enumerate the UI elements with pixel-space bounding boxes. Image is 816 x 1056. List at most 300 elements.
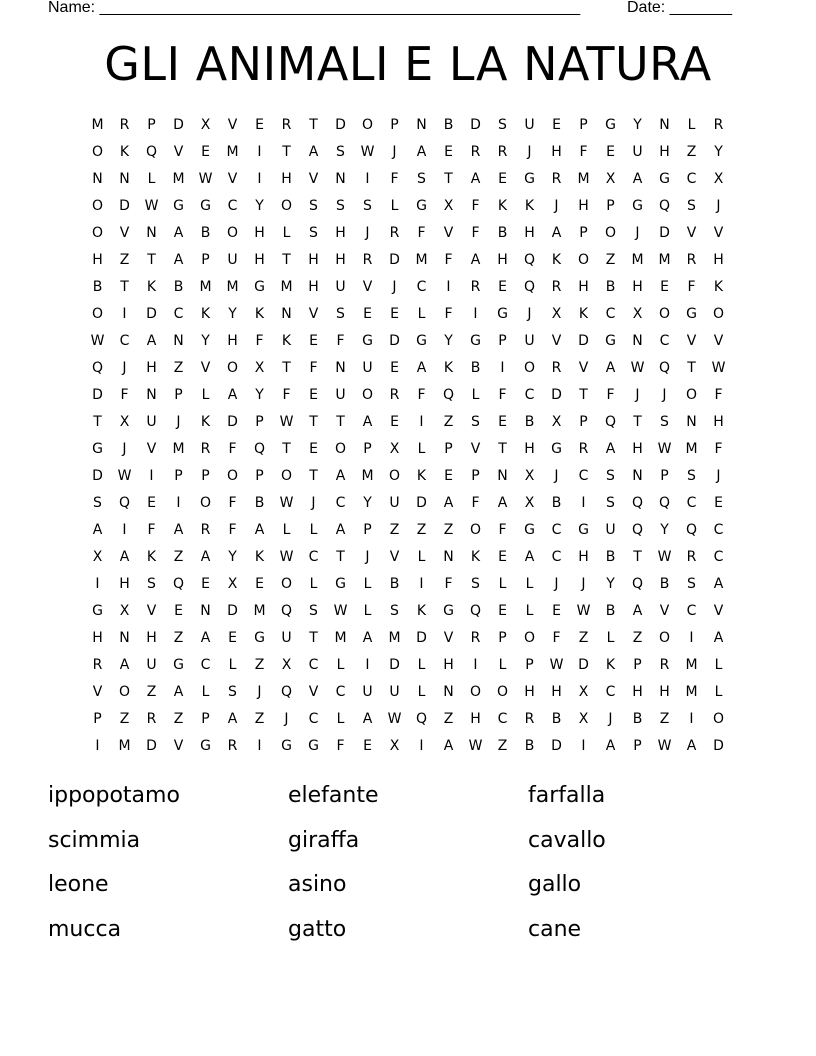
grid-letter: H bbox=[470, 711, 481, 727]
grid-letter: U bbox=[281, 630, 292, 646]
grid-letter: Q bbox=[604, 414, 617, 430]
grid-letter: L bbox=[336, 711, 345, 727]
grid-letter: C bbox=[551, 522, 562, 538]
grid-letter: O bbox=[523, 630, 536, 646]
grid-letter: I bbox=[122, 522, 127, 538]
grid-letter: F bbox=[687, 279, 696, 295]
grid-letter: L bbox=[714, 684, 723, 700]
grid-letter: A bbox=[686, 738, 697, 754]
grid-letter: E bbox=[552, 603, 561, 619]
grid-letter: F bbox=[444, 252, 453, 268]
grid-row bbox=[84, 139, 732, 166]
grid-letter: Y bbox=[714, 144, 723, 160]
grid-letter: L bbox=[417, 684, 426, 700]
grid-letter: J bbox=[527, 144, 532, 160]
grid-letter: V bbox=[308, 306, 319, 322]
grid-letter: Y bbox=[606, 576, 615, 592]
grid-letter: W bbox=[333, 603, 348, 619]
grid-letter: T bbox=[687, 360, 696, 376]
grid-letter: O bbox=[685, 387, 698, 403]
grid-letter: D bbox=[389, 657, 400, 673]
grid-letter: H bbox=[227, 333, 238, 349]
grid-letter: V bbox=[362, 279, 373, 295]
grid-letter: A bbox=[119, 657, 130, 673]
grid-letter: C bbox=[686, 171, 697, 187]
grid-letter: O bbox=[118, 684, 131, 700]
grid-letter: T bbox=[633, 549, 642, 565]
grid-letter: G bbox=[92, 603, 103, 619]
grid-letter: H bbox=[146, 360, 157, 376]
grid-letter: B bbox=[605, 603, 616, 619]
grid-letter: H bbox=[92, 252, 103, 268]
grid-letter: O bbox=[91, 225, 104, 241]
grid-letter: V bbox=[470, 441, 481, 457]
letter-grid bbox=[84, 112, 732, 760]
grid-letter: V bbox=[173, 144, 184, 160]
grid-letter: F bbox=[390, 171, 399, 187]
grid-letter: L bbox=[363, 603, 372, 619]
grid-letter: O bbox=[280, 198, 293, 214]
grid-letter: F bbox=[255, 333, 264, 349]
grid-letter: K bbox=[443, 360, 454, 376]
grid-letter: G bbox=[173, 198, 184, 214]
grid-letter: I bbox=[95, 738, 100, 754]
grid-letter: F bbox=[309, 360, 318, 376]
grid-letter: O bbox=[577, 252, 590, 268]
grid-row bbox=[84, 544, 732, 571]
grid-letter: R bbox=[470, 630, 481, 646]
grid-letter: S bbox=[309, 225, 318, 241]
grid-letter: B bbox=[659, 576, 670, 592]
grid-letter: X bbox=[578, 711, 589, 727]
grid-letter: P bbox=[201, 252, 210, 268]
grid-letter: I bbox=[257, 171, 262, 187]
grid-letter: J bbox=[581, 576, 586, 592]
grid-letter: Q bbox=[253, 441, 266, 457]
grid-letter: Q bbox=[145, 144, 158, 160]
grid-letter: T bbox=[93, 414, 102, 430]
grid-letter: G bbox=[497, 306, 508, 322]
grid-letter: A bbox=[119, 549, 130, 565]
grid-row bbox=[84, 166, 732, 193]
grid-letter: X bbox=[578, 684, 589, 700]
grid-letter: T bbox=[309, 630, 318, 646]
grid-letter: B bbox=[470, 360, 481, 376]
grid-letter: F bbox=[282, 387, 291, 403]
grid-letter: E bbox=[309, 441, 318, 457]
grid-letter: R bbox=[551, 171, 562, 187]
grid-letter: X bbox=[524, 468, 535, 484]
grid-letter: H bbox=[578, 279, 589, 295]
grid-letter: K bbox=[254, 549, 265, 565]
grid-letter: V bbox=[713, 225, 724, 241]
grid-letter: C bbox=[308, 711, 319, 727]
grid-letter: L bbox=[417, 657, 426, 673]
grid-letter: D bbox=[146, 738, 157, 754]
grid-letter: R bbox=[524, 711, 535, 727]
grid-row bbox=[84, 679, 732, 706]
grid-letter: T bbox=[336, 549, 345, 565]
word-list-item: gallo bbox=[528, 872, 582, 897]
grid-letter: S bbox=[660, 414, 669, 430]
grid-letter: F bbox=[606, 387, 615, 403]
grid-letter: F bbox=[498, 387, 507, 403]
word-list-item: ippopotamo bbox=[48, 783, 180, 808]
grid-letter: C bbox=[686, 495, 697, 511]
grid-row bbox=[84, 463, 732, 490]
word-list-item: scimmia bbox=[48, 827, 141, 853]
grid-letter: X bbox=[443, 198, 454, 214]
grid-letter: F bbox=[228, 441, 237, 457]
grid-letter: Z bbox=[389, 522, 400, 538]
grid-letter: W bbox=[198, 171, 213, 187]
grid-letter: N bbox=[335, 360, 346, 376]
grid-letter: M bbox=[577, 171, 590, 187]
grid-letter: F bbox=[498, 522, 507, 538]
grid-letter: Y bbox=[228, 549, 237, 565]
grid-letter: F bbox=[120, 387, 129, 403]
grid-letter: Q bbox=[631, 576, 644, 592]
grid-letter: R bbox=[389, 225, 400, 241]
grid-letter: G bbox=[659, 171, 670, 187]
grid-letter: I bbox=[500, 360, 505, 376]
grid-letter: G bbox=[308, 738, 319, 754]
grid-letter: P bbox=[174, 387, 183, 403]
grid-letter: U bbox=[524, 333, 535, 349]
grid-letter: B bbox=[389, 576, 400, 592]
grid-letter: Y bbox=[363, 495, 372, 511]
grid-row bbox=[84, 274, 732, 301]
grid-letter: X bbox=[389, 441, 400, 457]
word-list bbox=[48, 774, 768, 952]
grid-letter: Z bbox=[686, 144, 697, 160]
grid-letter: N bbox=[335, 171, 346, 187]
grid-letter: B bbox=[551, 495, 562, 511]
grid-row bbox=[84, 355, 732, 382]
grid-letter: P bbox=[633, 738, 642, 754]
word-list-item: gatto bbox=[288, 916, 347, 942]
word-list-item: cane bbox=[528, 916, 582, 942]
grid-letter: K bbox=[551, 252, 562, 268]
grid-letter: M bbox=[199, 279, 212, 295]
grid-letter: Z bbox=[173, 630, 184, 646]
grid-letter: Y bbox=[633, 117, 642, 133]
grid-row bbox=[84, 301, 732, 328]
grid-letter: A bbox=[470, 171, 481, 187]
grid-letter: A bbox=[200, 549, 211, 565]
grid-letter: G bbox=[200, 198, 211, 214]
grid-letter: L bbox=[282, 522, 291, 538]
grid-letter: S bbox=[417, 171, 426, 187]
grid-letter: D bbox=[551, 738, 562, 754]
grid-letter: G bbox=[362, 333, 373, 349]
grid-letter: E bbox=[444, 468, 453, 484]
grid-letter: Q bbox=[118, 495, 131, 511]
grid-letter: M bbox=[361, 468, 374, 484]
grid-letter: E bbox=[255, 576, 264, 592]
grid-letter: P bbox=[498, 630, 507, 646]
grid-letter: A bbox=[335, 522, 346, 538]
grid-letter: L bbox=[336, 657, 345, 673]
grid-letter: F bbox=[228, 522, 237, 538]
grid-letter: J bbox=[635, 387, 640, 403]
grid-letter: Q bbox=[658, 198, 671, 214]
grid-letter: M bbox=[226, 279, 239, 295]
grid-letter: E bbox=[201, 144, 210, 160]
grid-letter: B bbox=[443, 117, 454, 133]
grid-letter: O bbox=[658, 306, 671, 322]
grid-letter: S bbox=[390, 603, 399, 619]
grid-letter: J bbox=[554, 468, 559, 484]
grid-letter: Z bbox=[443, 711, 454, 727]
grid-letter: X bbox=[227, 576, 238, 592]
grid-letter: W bbox=[90, 333, 105, 349]
grid-letter: F bbox=[147, 522, 156, 538]
grid-letter: D bbox=[227, 414, 238, 430]
grid-letter: G bbox=[686, 306, 697, 322]
grid-letter: K bbox=[524, 198, 535, 214]
grid-letter: R bbox=[551, 279, 562, 295]
grid-letter: B bbox=[524, 738, 535, 754]
grid-letter: R bbox=[470, 144, 481, 160]
grid-letter: S bbox=[363, 198, 372, 214]
grid-letter: V bbox=[578, 360, 589, 376]
grid-letter: A bbox=[362, 630, 373, 646]
grid-letter: A bbox=[200, 630, 211, 646]
grid-letter: V bbox=[686, 333, 697, 349]
grid-letter: U bbox=[335, 279, 346, 295]
grid-letter: E bbox=[255, 117, 264, 133]
grid-letter: L bbox=[417, 549, 426, 565]
grid-letter: E bbox=[498, 549, 507, 565]
grid-letter: R bbox=[227, 738, 238, 754]
grid-letter: O bbox=[91, 306, 104, 322]
grid-letter: S bbox=[336, 198, 345, 214]
grid-letter: Q bbox=[523, 279, 536, 295]
grid-letter: R bbox=[470, 279, 481, 295]
grid-letter: W bbox=[279, 549, 294, 565]
grid-letter: F bbox=[336, 333, 345, 349]
grid-letter: E bbox=[660, 279, 669, 295]
grid-letter: P bbox=[255, 414, 264, 430]
grid-letter: V bbox=[227, 117, 238, 133]
grid-letter: H bbox=[659, 684, 670, 700]
grid-letter: P bbox=[579, 225, 588, 241]
grid-letter: W bbox=[711, 360, 726, 376]
grid-letter: A bbox=[362, 711, 373, 727]
grid-letter: H bbox=[632, 441, 643, 457]
grid-letter: Z bbox=[146, 684, 157, 700]
grid-letter: X bbox=[200, 117, 211, 133]
grid-letter: B bbox=[605, 279, 616, 295]
grid-letter: C bbox=[605, 684, 616, 700]
grid-letter: X bbox=[632, 306, 643, 322]
grid-letter: J bbox=[716, 198, 721, 214]
grid-letter: G bbox=[578, 522, 589, 538]
grid-letter: K bbox=[713, 279, 724, 295]
grid-letter: X bbox=[119, 603, 130, 619]
grid-letter: X bbox=[605, 171, 616, 187]
grid-letter: R bbox=[119, 117, 130, 133]
grid-letter: R bbox=[659, 657, 670, 673]
grid-row bbox=[84, 436, 732, 463]
grid-letter: H bbox=[632, 684, 643, 700]
grid-letter: E bbox=[309, 333, 318, 349]
grid-letter: E bbox=[552, 117, 561, 133]
grid-letter: S bbox=[606, 468, 615, 484]
grid-letter: C bbox=[119, 333, 130, 349]
grid-letter: V bbox=[146, 441, 157, 457]
grid-letter: A bbox=[416, 144, 427, 160]
grid-letter: G bbox=[254, 279, 265, 295]
grid-letter: F bbox=[471, 225, 480, 241]
grid-letter: D bbox=[92, 387, 103, 403]
grid-letter: H bbox=[524, 441, 535, 457]
grid-letter: D bbox=[713, 738, 724, 754]
grid-letter: C bbox=[335, 495, 346, 511]
grid-letter: S bbox=[309, 198, 318, 214]
grid-letter: X bbox=[713, 171, 724, 187]
grid-letter: C bbox=[308, 549, 319, 565]
grid-letter: V bbox=[659, 603, 670, 619]
grid-letter: A bbox=[335, 468, 346, 484]
grid-letter: J bbox=[392, 144, 397, 160]
grid-letter: V bbox=[686, 225, 697, 241]
grid-letter: A bbox=[443, 495, 454, 511]
grid-letter: F bbox=[336, 738, 345, 754]
grid-letter: Y bbox=[255, 198, 264, 214]
grid-letter: O bbox=[388, 468, 401, 484]
grid-letter: H bbox=[254, 225, 265, 241]
grid-letter: L bbox=[147, 171, 156, 187]
grid-letter: L bbox=[201, 684, 210, 700]
grid-letter: U bbox=[362, 684, 373, 700]
grid-letter: U bbox=[146, 414, 157, 430]
grid-letter: R bbox=[497, 144, 508, 160]
grid-letter: G bbox=[281, 738, 292, 754]
grid-letter: O bbox=[523, 360, 536, 376]
grid-letter: J bbox=[527, 306, 532, 322]
grid-letter: A bbox=[173, 522, 184, 538]
grid-letter: M bbox=[334, 630, 347, 646]
grid-letter: I bbox=[122, 306, 127, 322]
grid-letter: E bbox=[228, 630, 237, 646]
grid-letter: A bbox=[254, 522, 265, 538]
grid-letter: I bbox=[149, 468, 154, 484]
grid-letter: K bbox=[578, 306, 589, 322]
grid-letter: I bbox=[257, 144, 262, 160]
grid-letter: A bbox=[632, 171, 643, 187]
grid-letter: B bbox=[92, 279, 103, 295]
grid-letter: B bbox=[524, 414, 535, 430]
grid-letter: K bbox=[200, 306, 211, 322]
grid-letter: W bbox=[117, 468, 132, 484]
grid-letter: G bbox=[551, 441, 562, 457]
grid-letter: D bbox=[389, 333, 400, 349]
grid-letter: N bbox=[443, 549, 454, 565]
grid-letter: L bbox=[363, 576, 372, 592]
name-field[interactable]: Name: ______________________________________________________ bbox=[48, 0, 581, 16]
grid-letter: Z bbox=[173, 360, 184, 376]
grid-letter: G bbox=[524, 171, 535, 187]
grid-letter: M bbox=[226, 144, 239, 160]
grid-letter: C bbox=[227, 198, 238, 214]
grid-letter: N bbox=[146, 225, 157, 241]
grid-letter: J bbox=[608, 711, 613, 727]
grid-letter: G bbox=[605, 117, 616, 133]
grid-letter: E bbox=[390, 306, 399, 322]
grid-letter: J bbox=[365, 549, 370, 565]
grid-letter: X bbox=[389, 738, 400, 754]
grid-letter: U bbox=[524, 117, 535, 133]
grid-letter: E bbox=[309, 387, 318, 403]
grid-letter: Q bbox=[280, 603, 293, 619]
grid-letter: Z bbox=[173, 549, 184, 565]
grid-letter: F bbox=[471, 198, 480, 214]
grid-letter: V bbox=[389, 549, 400, 565]
grid-letter: K bbox=[605, 657, 616, 673]
grid-letter: U bbox=[632, 144, 643, 160]
grid-letter: Q bbox=[280, 684, 293, 700]
grid-letter: C bbox=[308, 657, 319, 673]
grid-letter: V bbox=[443, 225, 454, 241]
grid-letter: W bbox=[657, 549, 672, 565]
grid-letter: R bbox=[92, 657, 103, 673]
grid-letter: E bbox=[201, 576, 210, 592]
grid-letter: O bbox=[226, 360, 239, 376]
grid-letter: C bbox=[578, 468, 589, 484]
grid-letter: Q bbox=[172, 576, 185, 592]
grid-letter: C bbox=[551, 549, 562, 565]
grid-row bbox=[84, 733, 732, 760]
grid-letter: K bbox=[254, 306, 265, 322]
grid-letter: F bbox=[444, 576, 453, 592]
grid-letter: A bbox=[524, 549, 535, 565]
grid-letter: L bbox=[390, 198, 399, 214]
grid-letter: E bbox=[498, 414, 507, 430]
grid-letter: W bbox=[144, 198, 159, 214]
grid-letter: D bbox=[119, 198, 130, 214]
grid-letter: B bbox=[173, 279, 184, 295]
grid-letter: U bbox=[362, 360, 373, 376]
grid-letter: N bbox=[173, 333, 184, 349]
grid-letter: Z bbox=[254, 657, 265, 673]
grid-letter: Z bbox=[443, 414, 454, 430]
grid-letter: M bbox=[685, 684, 698, 700]
word-list-item: asino bbox=[288, 872, 347, 897]
grid-letter: H bbox=[713, 252, 724, 268]
grid-letter: R bbox=[686, 549, 697, 565]
grid-letter: P bbox=[363, 522, 372, 538]
grid-letter: V bbox=[92, 684, 103, 700]
grid-letter: L bbox=[417, 441, 426, 457]
grid-letter: M bbox=[685, 441, 698, 457]
grid-letter: C bbox=[713, 522, 724, 538]
date-field[interactable]: Date: _______ bbox=[627, 0, 732, 16]
grid-letter: G bbox=[524, 522, 535, 538]
grid-letter: C bbox=[686, 603, 697, 619]
grid-row bbox=[84, 247, 732, 274]
word-list-item: cavallo bbox=[528, 827, 606, 853]
grid-letter: H bbox=[632, 279, 643, 295]
grid-letter: P bbox=[255, 468, 264, 484]
grid-letter: P bbox=[660, 468, 669, 484]
grid-letter: G bbox=[605, 333, 616, 349]
grid-letter: T bbox=[309, 468, 318, 484]
grid-letter: L bbox=[525, 576, 534, 592]
grid-letter: S bbox=[336, 306, 345, 322]
grid-letter: U bbox=[389, 495, 400, 511]
